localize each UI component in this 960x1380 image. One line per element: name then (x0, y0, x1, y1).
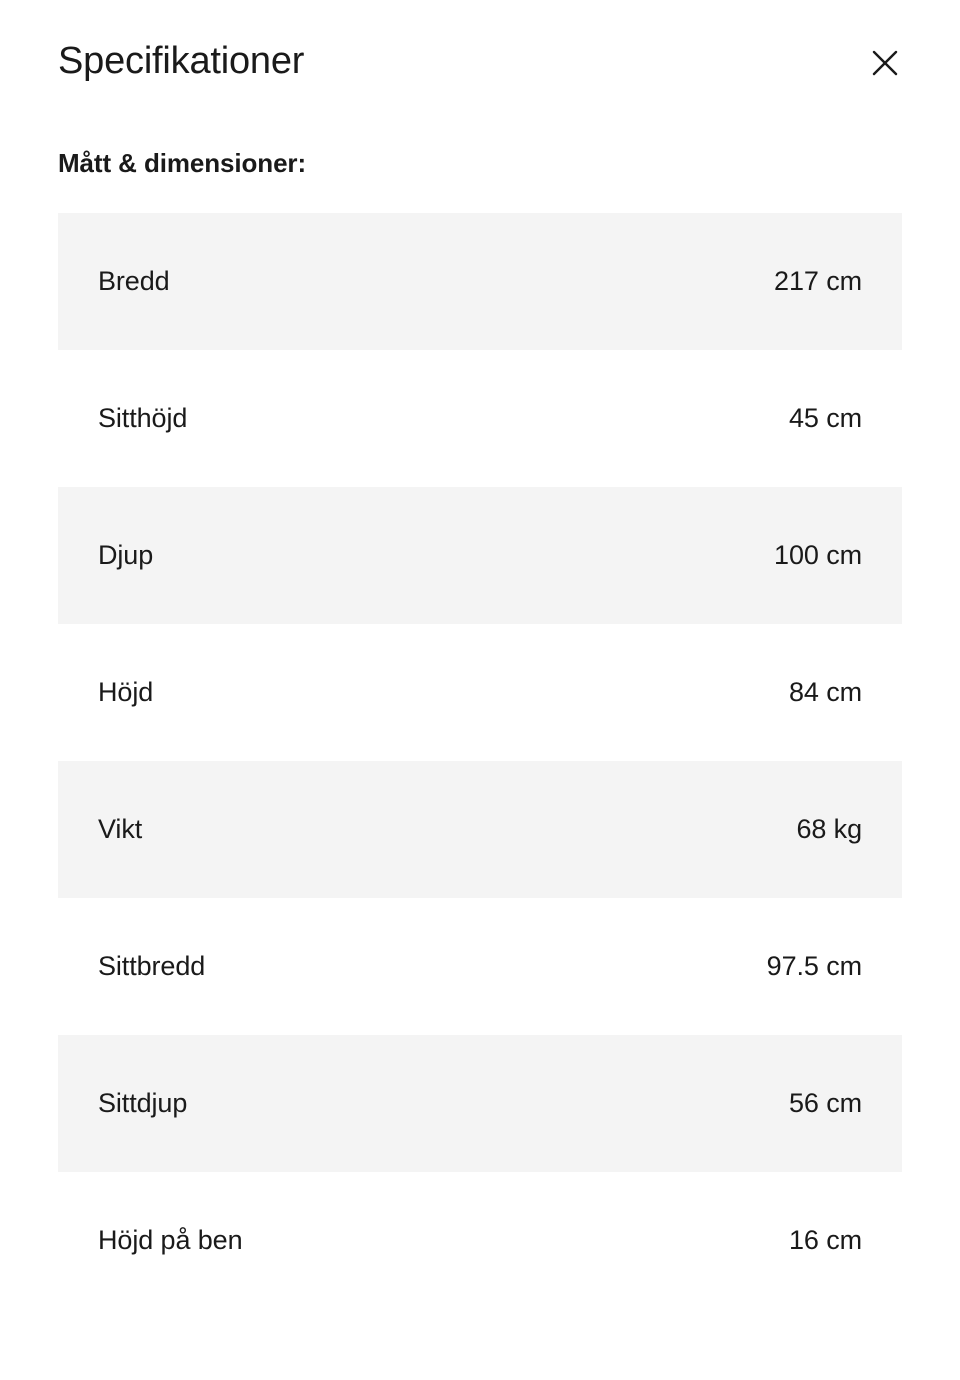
table-row (58, 624, 902, 761)
panel-header (0, 0, 960, 86)
page-title: Specifikationer (58, 40, 305, 82)
spec-value: 84 cm (788, 676, 862, 707)
close-button[interactable] (870, 48, 900, 78)
spec-label: Sittdjup (98, 1087, 188, 1118)
spec-value: 68 kg (796, 813, 862, 844)
spec-value: 16 cm (788, 1224, 862, 1255)
spec-label: Vikt (98, 813, 143, 844)
table-row (58, 761, 902, 898)
spec-value: 45 cm (788, 402, 862, 433)
close-icon (870, 48, 900, 78)
spec-label: Djup (98, 539, 154, 570)
spec-label: Sitthöjd (98, 402, 188, 433)
spec-label: Bredd (98, 265, 170, 296)
spec-value: 100 cm (774, 539, 862, 570)
spec-label: Sittbredd (98, 950, 206, 981)
table-row (58, 213, 902, 350)
table-row (58, 898, 902, 1035)
table-row (58, 487, 902, 624)
table-row (58, 1035, 902, 1172)
section-heading-dimensions: Mått & dimensioner: (58, 147, 307, 178)
spec-value: 217 cm (774, 265, 862, 296)
spec-label: Höjd (98, 676, 154, 707)
spec-value: 56 cm (788, 1087, 862, 1118)
spec-label: Höjd på ben (98, 1224, 243, 1255)
spec-value: 97.5 cm (766, 950, 862, 981)
table-row (58, 1172, 902, 1309)
table-row (58, 350, 902, 487)
specifications-table (0, 213, 960, 1309)
